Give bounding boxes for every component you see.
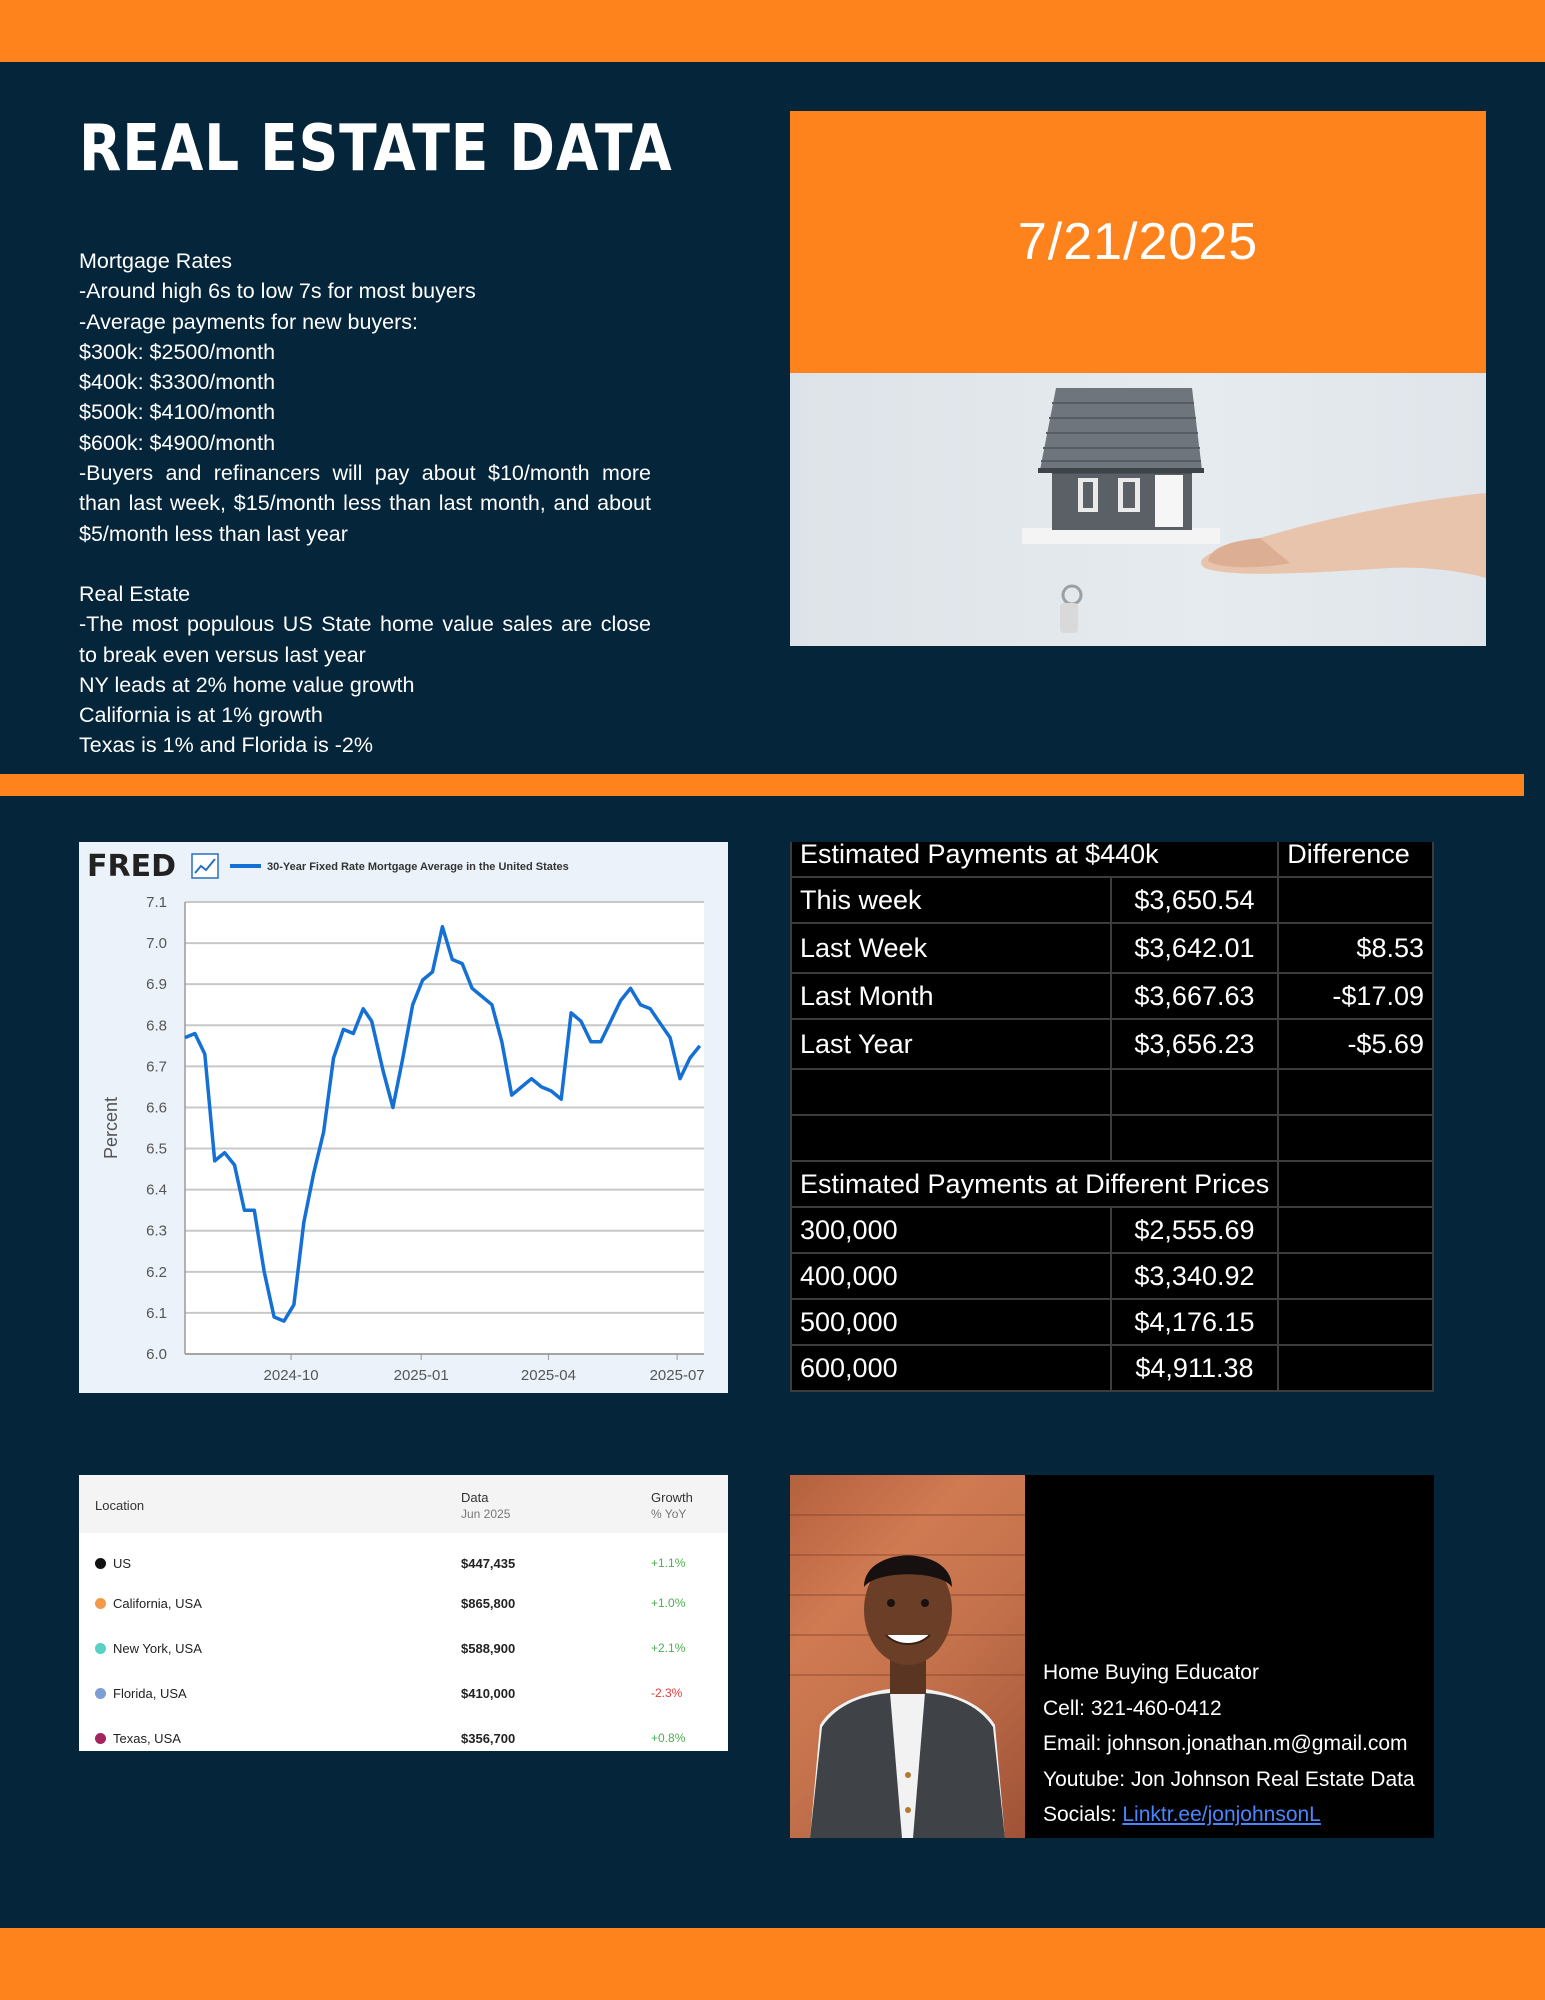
payment-cell: $3,667.63 (1111, 973, 1278, 1019)
payment-cell: -$5.69 (1278, 1019, 1433, 1069)
contact-details (1043, 1655, 1415, 1833)
date-box (790, 111, 1486, 373)
payment-cell: 600,000 (791, 1345, 1111, 1391)
bottom-orange-band (0, 1928, 1545, 2000)
summary-text (79, 246, 651, 761)
contact-cell: Cell: 321-460-0412 (1043, 1696, 1222, 1720)
payment-cell: This week (791, 877, 1111, 923)
growth-value: $410,000 (461, 1686, 516, 1701)
growth-table-header (79, 1475, 728, 1533)
payment-cell (1278, 1115, 1433, 1161)
payment-row (791, 1207, 1433, 1253)
payment-cell: $3,642.01 (1111, 923, 1278, 973)
x-tick-label: 2025-01 (393, 1367, 449, 1384)
mortgage-line: $500k: $4100/month (79, 400, 276, 425)
legend-dot (95, 1688, 106, 1699)
top-orange-band (0, 0, 1545, 62)
fred-mortgage-chart (79, 842, 728, 1393)
growth-percent: +1.0% (651, 1596, 686, 1610)
payment-cell: $3,340.92 (1111, 1253, 1278, 1299)
payment-row (791, 877, 1433, 923)
payment-row (791, 1069, 1433, 1115)
y-tick-label: 6.2 (146, 1263, 167, 1281)
payment-cell: $3,650.54 (1111, 877, 1278, 923)
payment-row (791, 1019, 1433, 1069)
y-axis-label: Percent (101, 1096, 121, 1160)
growth-value: $447,435 (461, 1556, 516, 1571)
growth-location: Florida, USA (113, 1686, 187, 1701)
y-tick-label: 6.4 (146, 1181, 167, 1199)
payment-cell: Last Month (791, 973, 1111, 1019)
growth-percent: +1.1% (651, 1556, 686, 1570)
payment-cell (1278, 1345, 1433, 1391)
payment-row (791, 1115, 1433, 1161)
growth-value: $588,900 (461, 1641, 516, 1656)
mortgage-line: -Buyers and refinancers will pay about $10/month more than last week, $15/month less than last month, and about $5/month less than last year (79, 461, 651, 546)
contact-email: Email: johnson.jonathan.m@gmail.com (1043, 1732, 1408, 1755)
contact-socials (1043, 1797, 1415, 1833)
payment-cell (1278, 1253, 1433, 1299)
real-estate-line: California is at 1% growth (79, 703, 323, 728)
payment-cell (1278, 1069, 1433, 1115)
payment-row (791, 1161, 1433, 1207)
payment-row (791, 923, 1433, 973)
y-tick-label: 6.8 (146, 1017, 167, 1035)
educator-portrait (790, 1475, 1025, 1838)
payment-row (791, 1345, 1433, 1391)
contact-youtube: Youtube: Jon Johnson Real Estate Data (1043, 1767, 1415, 1791)
growth-row (79, 1588, 728, 1618)
socials-link[interactable]: Linktr.ee/jonjohnsonL (1122, 1803, 1321, 1826)
middle-orange-band (0, 774, 1524, 796)
real-estate-heading: Real Estate (79, 581, 191, 606)
legend-dot (95, 1598, 106, 1609)
payment-cell (1278, 877, 1433, 923)
chart-icon (192, 854, 218, 878)
legend-label: 30-Year Fixed Rate Mortgage Average in the United States (267, 861, 569, 873)
mortgage-line: -Average payments for new buyers: (79, 309, 418, 334)
payment-cell (791, 1069, 1111, 1115)
socials-label: Socials: (1043, 1803, 1123, 1826)
payment-section-heading: Estimated Payments at $440k (791, 842, 1278, 877)
contact-card (790, 1475, 1434, 1838)
growth-location: US (113, 1556, 132, 1571)
legend-dot (95, 1733, 106, 1744)
mortgage-line: $600k: $4900/month (79, 430, 276, 455)
payment-cell (1111, 1069, 1278, 1115)
growth-location: New York, USA (113, 1641, 202, 1656)
growth-row (79, 1723, 728, 1753)
legend-dot (95, 1643, 106, 1654)
payment-cell: $2,555.69 (1111, 1207, 1278, 1253)
difference-header: Difference (1278, 842, 1433, 877)
payment-cell: Last Year (791, 1019, 1111, 1069)
house-in-hand-photo (790, 373, 1486, 646)
y-tick-label: 6.1 (146, 1304, 167, 1322)
y-tick-label: 6.0 (146, 1346, 167, 1363)
growth-row (79, 1678, 728, 1708)
payments-table (790, 842, 1434, 1392)
legend-dot (95, 1558, 106, 1569)
payment-cell (1111, 1115, 1278, 1161)
payment-row (791, 973, 1433, 1019)
x-tick-label: 2024-10 (263, 1367, 319, 1384)
payment-cell (1278, 1207, 1433, 1253)
home-value-growth-table (79, 1475, 728, 1751)
payment-cell: -$17.09 (1278, 973, 1433, 1019)
growth-row (79, 1633, 728, 1663)
col-location: Location (95, 1498, 145, 1513)
mortgage-heading: Mortgage Rates (79, 249, 232, 273)
payment-section-heading: Estimated Payments at Different Prices (791, 1161, 1278, 1207)
payment-cell: 300,000 (791, 1207, 1111, 1253)
y-tick-label: 6.9 (146, 976, 167, 994)
growth-value: $356,700 (461, 1731, 516, 1746)
mortgage-line: $300k: $2500/month (79, 339, 276, 364)
contact-role: Home Buying Educator (1043, 1661, 1259, 1684)
x-tick-label: 2025-04 (520, 1367, 576, 1384)
payment-cell: 500,000 (791, 1299, 1111, 1345)
col-data-sub: Jun 2025 (461, 1507, 511, 1521)
payment-cell (1278, 1299, 1433, 1345)
growth-percent: -2.3% (651, 1686, 683, 1700)
col-data: Data (461, 1490, 489, 1505)
payment-cell: Last Week (791, 923, 1111, 973)
mortgage-line: -Around high 6s to low 7s for most buyers (79, 279, 476, 304)
payment-cell: $8.53 (1278, 923, 1433, 973)
real-estate-line: Texas is 1% and Florida is -2% (79, 733, 373, 758)
y-tick-label: 6.6 (146, 1099, 167, 1117)
real-estate-line: -The most populous US State home value sales are close to break even versus last year (79, 612, 651, 667)
y-tick-label: 7.0 (146, 935, 167, 953)
payment-cell: $4,911.38 (1111, 1345, 1278, 1391)
growth-percent: +2.1% (651, 1641, 686, 1655)
payment-cell (1278, 1161, 1433, 1207)
growth-row (79, 1548, 728, 1578)
y-tick-label: 6.7 (146, 1058, 167, 1076)
col-growth-sub: % YoY (651, 1507, 687, 1521)
page-title: REAL ESTATE DATA (79, 112, 673, 186)
x-tick-label: 2025-07 (649, 1367, 705, 1384)
payment-cell: 400,000 (791, 1253, 1111, 1299)
growth-value: $865,800 (461, 1596, 516, 1611)
col-growth: Growth (651, 1490, 693, 1505)
plot-area (185, 902, 704, 1354)
mortgage-line: $400k: $3300/month (79, 370, 276, 395)
payment-row (791, 842, 1433, 877)
growth-location: California, USA (113, 1596, 202, 1611)
report-date: 7/21/2025 (1017, 213, 1259, 271)
y-tick-label: 6.3 (146, 1222, 167, 1240)
real-estate-line: NY leads at 2% home value growth (79, 672, 415, 697)
payment-cell: $4,176.15 (1111, 1299, 1278, 1345)
y-tick-label: 7.1 (146, 894, 167, 911)
growth-location: Texas, USA (113, 1731, 181, 1746)
payment-row (791, 1299, 1433, 1345)
fred-logo: FRED (87, 849, 176, 884)
payment-cell (791, 1115, 1111, 1161)
payment-row (791, 1253, 1433, 1299)
y-tick-label: 6.5 (146, 1140, 167, 1158)
payment-cell: $3,656.23 (1111, 1019, 1278, 1069)
growth-percent: +0.8% (651, 1731, 686, 1745)
